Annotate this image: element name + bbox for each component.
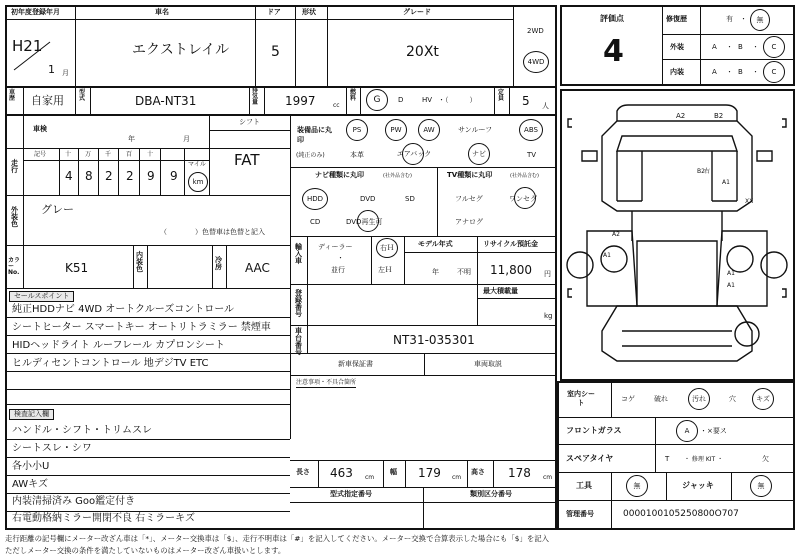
exterior-grade-c-circled: C	[763, 36, 785, 58]
seat-yabure: 破れ	[654, 395, 668, 403]
odometer-digit-5: 9	[170, 169, 178, 183]
repaint-note: （ ）色替車は色替と記入	[160, 228, 265, 236]
divider	[5, 493, 290, 494]
damage-mark: A1	[722, 179, 730, 186]
divider	[290, 284, 557, 285]
footer-line-1: 走行距離の記号欄にメーター改ざん車は「*」、メーター交換車は「$」、走行不明車は「#」を記入してください。メーター交換で合算表示した場合にも「$」を記入	[5, 534, 550, 543]
fuel-other: ・（ ）	[438, 96, 477, 104]
damage-mark-center-value: 右	[704, 168, 711, 175]
damage-mark: A1	[727, 282, 735, 289]
windshield-a-circled: A	[676, 420, 698, 442]
spare-label: スペアタイヤ	[566, 454, 614, 463]
length-label: 長さ	[296, 468, 310, 476]
sales-point-line: シートヒーター スマートキー オートリトラミラー 禁煙車	[12, 322, 271, 333]
navi-types-title: ナビ種類に丸印	[315, 171, 364, 179]
tools-value-circled: 無	[626, 475, 648, 497]
divider	[5, 195, 290, 196]
interior-grade-a: A	[712, 68, 717, 76]
divider	[255, 5, 256, 86]
divider	[666, 472, 667, 500]
spare-t: T	[665, 455, 670, 463]
color-no-label: カラーNo.	[8, 257, 21, 276]
reg-no-label: 登録番号	[295, 289, 302, 318]
divider	[437, 167, 438, 236]
exterior-color-label: 外装色	[11, 206, 18, 228]
import-label: 輸入車	[295, 243, 302, 265]
digit-label-2: 千	[105, 151, 112, 158]
shape-label: 形状	[302, 8, 316, 16]
divider	[90, 86, 91, 114]
divider	[98, 148, 99, 195]
seat-ana: 穴	[729, 395, 736, 403]
fuel-hv: HV	[422, 96, 433, 104]
divider	[557, 417, 795, 418]
inspector-title: 検査記入欄	[9, 409, 54, 420]
inspection-year-unit: 年	[128, 135, 135, 143]
ps-circled: PS	[346, 119, 368, 141]
divider	[371, 236, 372, 284]
score-label: 評価点	[600, 14, 624, 23]
divider	[5, 19, 513, 20]
sales-points-title: セールスポイント	[9, 291, 74, 302]
jack-value-circled: 無	[750, 475, 772, 497]
divider	[75, 5, 76, 86]
month-unit: 月	[62, 69, 69, 77]
navi-circled: ナビ	[468, 143, 490, 165]
shift: FAT	[234, 151, 260, 169]
exterior-grade-dot: ・	[752, 43, 759, 51]
divider	[662, 34, 795, 35]
exterior-grade-label: 外装	[670, 43, 684, 51]
fuel-g-circled: G	[366, 89, 388, 111]
divider	[611, 381, 612, 417]
displacement: 1997	[285, 94, 316, 108]
sales-point-line: HIDヘッドライト ルーフレール カプロンシート	[12, 340, 225, 351]
recycle: 11,800	[490, 263, 532, 277]
cc-unit: cc	[333, 102, 340, 109]
divider	[477, 284, 478, 325]
mile-label: マイル	[188, 161, 206, 168]
manual: 車両取説	[474, 360, 502, 368]
repair-label: 修復歴	[666, 15, 687, 23]
displacement-label: 排気量	[252, 87, 259, 106]
model-year-label: モデル年式	[418, 240, 453, 248]
mgmt-label: 管理番号	[566, 510, 594, 518]
reg-era: H21	[12, 37, 43, 55]
divider	[494, 86, 495, 114]
fuel-label: 燃料	[350, 89, 357, 102]
digit-label-4: 十	[147, 151, 154, 158]
divider	[404, 252, 557, 253]
divider	[5, 511, 290, 512]
analog: アナログ	[455, 218, 483, 226]
divider	[477, 236, 478, 284]
divider	[5, 317, 290, 318]
divider	[59, 148, 60, 195]
divider	[424, 353, 425, 375]
width-unit: cm	[452, 474, 462, 481]
divider	[23, 114, 24, 288]
divider	[327, 5, 328, 86]
windshield-note: ・×要ス	[700, 427, 727, 435]
type-no-label: 型式指定番号	[330, 490, 372, 498]
divider	[5, 371, 290, 372]
exterior-grade-a: A	[712, 43, 717, 51]
grade-label: グレード	[403, 8, 431, 16]
door-count: 5	[271, 44, 280, 60]
odometer-digit-0: 4	[65, 169, 73, 183]
car-diagram	[562, 91, 793, 379]
divider	[360, 86, 361, 114]
divider	[5, 457, 290, 458]
inspector-line: AWキズ	[12, 479, 48, 490]
dvd-play: DVD再生可	[346, 218, 383, 226]
abs-circled: ABS	[519, 119, 543, 141]
divider	[509, 86, 510, 114]
divider	[5, 335, 290, 336]
exterior-grade-dot: ・	[726, 43, 733, 51]
odometer-digit-2: 2	[105, 169, 113, 183]
recycle-label: リサイクル預託金	[483, 240, 539, 248]
divider	[405, 460, 406, 487]
ac: AAC	[245, 261, 270, 275]
height: 178	[508, 466, 531, 480]
max-load-label: 最大積載量	[483, 287, 518, 295]
usage-label: 車歴	[9, 89, 16, 102]
dealer: ディーラー	[318, 243, 353, 251]
divider	[209, 130, 290, 131]
repair-dot: ・	[740, 15, 747, 23]
navi-types-note: (社外品含む)	[383, 173, 412, 179]
oneseg: ワンセグ	[509, 195, 537, 203]
interior-color-label: 内装色	[136, 251, 143, 273]
divider	[147, 245, 148, 288]
width: 179	[418, 466, 441, 480]
drive-4wd-circled: 4WD	[523, 51, 549, 73]
divider	[290, 236, 557, 237]
divider	[5, 404, 290, 405]
divider	[75, 86, 76, 114]
digit-label-0: 十	[65, 151, 72, 158]
sd: SD	[405, 195, 415, 203]
grade-value: 20Xt	[406, 44, 439, 60]
divider	[5, 114, 557, 116]
divider	[655, 417, 656, 472]
height-unit: cm	[543, 474, 553, 481]
leather: 本革	[350, 151, 364, 159]
divider	[493, 460, 494, 487]
odometer-digit-4: 9	[147, 169, 155, 183]
inspector-line: シートスレ・シワ	[12, 443, 92, 454]
divider	[5, 475, 290, 476]
divider	[662, 5, 663, 86]
tv: TV	[527, 151, 537, 159]
equipment-subtitle: (純正のみ)	[296, 152, 325, 159]
ac-label: 冷房	[215, 256, 222, 271]
import-dot: ・	[337, 254, 344, 262]
divider	[184, 148, 185, 195]
divider	[346, 86, 347, 114]
divider	[404, 236, 405, 284]
pw-circled: PW	[385, 119, 407, 141]
divider	[557, 472, 795, 473]
divider	[290, 114, 291, 439]
capacity: 5	[522, 94, 530, 108]
mgmt-no: 0000100105250800O707	[623, 509, 739, 519]
sales-point-line: ヒルディセントコントロール 地デジTV ETC	[12, 358, 209, 369]
repair-no-circled: 無	[750, 9, 770, 31]
km-circled: km	[188, 172, 208, 192]
capacity-label: 定員	[498, 89, 505, 102]
inspection-month-unit: 月	[183, 135, 190, 143]
exterior-grade-b: B	[738, 43, 743, 51]
cd: CD	[310, 218, 321, 226]
divider	[467, 460, 468, 487]
interior-grade-c-circled: C	[763, 61, 785, 83]
divider	[290, 167, 557, 168]
divider	[212, 245, 213, 288]
divider	[307, 236, 308, 353]
divider	[5, 389, 290, 390]
notice-title: 注意事項・不具合箇所	[296, 379, 357, 386]
exterior-color: グレー	[41, 203, 74, 216]
interior-grade-b: B	[738, 68, 743, 76]
car-name-label: 車名	[155, 8, 169, 16]
score: 4	[603, 34, 624, 69]
dvd-play-circle-mark	[357, 210, 379, 232]
spare-none: 欠	[762, 455, 769, 463]
height-label: 高さ	[471, 468, 485, 476]
length: 463	[330, 466, 353, 480]
tv-types-title: TV種類に丸印	[447, 171, 493, 179]
divider	[118, 148, 119, 195]
seat-kizu-circled: キズ	[752, 388, 774, 410]
windshield-label: フロントガラス	[566, 426, 622, 435]
model-year-value: 不明	[457, 268, 471, 276]
warranty: 新車保証書	[338, 360, 373, 368]
footer-line-2: ただしメーター交換の条件を満たしていないものはメーター改ざん車扱いとします。	[5, 546, 286, 555]
width-label: 幅	[390, 468, 397, 476]
oneseg-circle-mark	[514, 187, 536, 209]
divider	[78, 148, 79, 195]
divider	[5, 148, 290, 149]
divider	[23, 86, 24, 114]
divider	[5, 439, 290, 440]
model: DBA-NT31	[135, 94, 197, 108]
divider	[226, 245, 227, 288]
divider	[160, 148, 161, 195]
divider	[557, 444, 795, 445]
divider	[513, 5, 514, 86]
yen-unit: 円	[544, 270, 551, 278]
spare-kit: ・ 修理 KIT ・	[684, 456, 724, 463]
shift-label: シフト	[239, 118, 260, 126]
hdd-circled: HDD	[302, 188, 328, 210]
airbag-circle-mark	[402, 143, 424, 165]
fuel-d: D	[398, 96, 404, 104]
divider	[133, 245, 134, 288]
door-label: ドア	[267, 8, 281, 16]
damage-mark: XX	[745, 198, 754, 205]
divider	[295, 5, 296, 86]
divider	[700, 5, 701, 86]
damage-label-b: A1	[727, 270, 735, 277]
record-label: 記号	[34, 151, 47, 158]
jack-label: ジャッキ	[682, 481, 714, 490]
fullseg: フルセグ	[455, 195, 483, 203]
divider	[290, 460, 557, 461]
right-h-circled: 右Ｈ	[376, 238, 398, 258]
class-no-label: 類別区分番号	[470, 490, 512, 498]
reg-year-label: 初年度登録年月	[11, 8, 60, 16]
divider	[383, 460, 384, 487]
divider	[611, 472, 612, 530]
divider	[139, 148, 140, 195]
divider	[477, 298, 557, 299]
car-name: エクストレイル	[132, 42, 230, 58]
person-unit: 人	[542, 102, 549, 110]
inspection-label: 車検	[33, 125, 47, 133]
chassis: NT31-035301	[393, 333, 475, 347]
interior-grade-dot: ・	[726, 68, 733, 76]
chassis-label: 車台番号	[295, 327, 302, 356]
divider	[209, 114, 210, 195]
divider	[5, 86, 557, 88]
damage-mark: A2	[676, 112, 686, 120]
inspector-line: 各小小U	[12, 461, 50, 472]
parallel: 並行	[331, 266, 345, 274]
reg-month: 1	[48, 63, 55, 76]
divider	[5, 288, 290, 289]
damage-label-a: A1	[603, 252, 611, 259]
left-h: 左Ｈ	[378, 266, 392, 274]
airbag-circled: エアバック	[396, 149, 432, 158]
drive-2wd: 2WD	[527, 27, 544, 35]
color-no: K51	[65, 261, 89, 275]
interior-grade-dot: ・	[752, 68, 759, 76]
repair-yes: 有	[726, 15, 733, 23]
divider	[290, 375, 557, 376]
damage-mark-center: B2	[697, 168, 705, 175]
divider	[5, 353, 290, 354]
sunroof: サンルーフ	[458, 126, 493, 134]
odometer-digit-1: 8	[85, 169, 93, 183]
tv-types-note: (社外品含む)	[510, 173, 539, 179]
seat-yogore-circled: 汚れ	[688, 388, 710, 410]
model-year-unit: 年	[432, 268, 439, 276]
equipment-title: 装備品に丸印	[297, 126, 332, 144]
divider	[318, 460, 319, 487]
divider	[557, 500, 795, 501]
length-unit: cm	[365, 474, 375, 481]
aw-circled: AW	[418, 119, 440, 141]
mileage-label: 走行	[11, 159, 18, 174]
seat-koge: コゲ	[621, 395, 635, 403]
inspector-line: ハンドル・シフト・トリムスレ	[12, 425, 152, 436]
inspector-line: 内装清掃済み Goo鑑定付き	[12, 496, 136, 507]
digit-label-3: 百	[126, 151, 133, 158]
divider	[290, 325, 557, 326]
sales-point-line: 純正HDDナビ 4WD オートクルーズコントロール	[12, 304, 235, 315]
kg-unit: kg	[544, 312, 553, 320]
inspector-line: 右電動格納ミラー開閉不良 右ミラーキズ	[12, 513, 195, 524]
seat-label: 室内シート	[567, 390, 595, 408]
divider	[423, 487, 424, 530]
usage: 自家用	[31, 94, 64, 107]
interior-grade-label: 内装	[670, 68, 684, 76]
tools-label: 工具	[576, 481, 592, 490]
odometer-digit-3: 2	[126, 169, 134, 183]
model-label: 型式	[79, 89, 86, 102]
digit-label-1: 万	[85, 151, 92, 158]
divider	[662, 59, 795, 60]
damage-mark: B2	[714, 112, 724, 120]
divider	[264, 86, 265, 114]
damage-mark: A2	[612, 231, 620, 238]
divider	[23, 160, 209, 161]
divider	[249, 86, 250, 114]
dvd: DVD	[360, 195, 376, 203]
divider	[731, 472, 732, 500]
